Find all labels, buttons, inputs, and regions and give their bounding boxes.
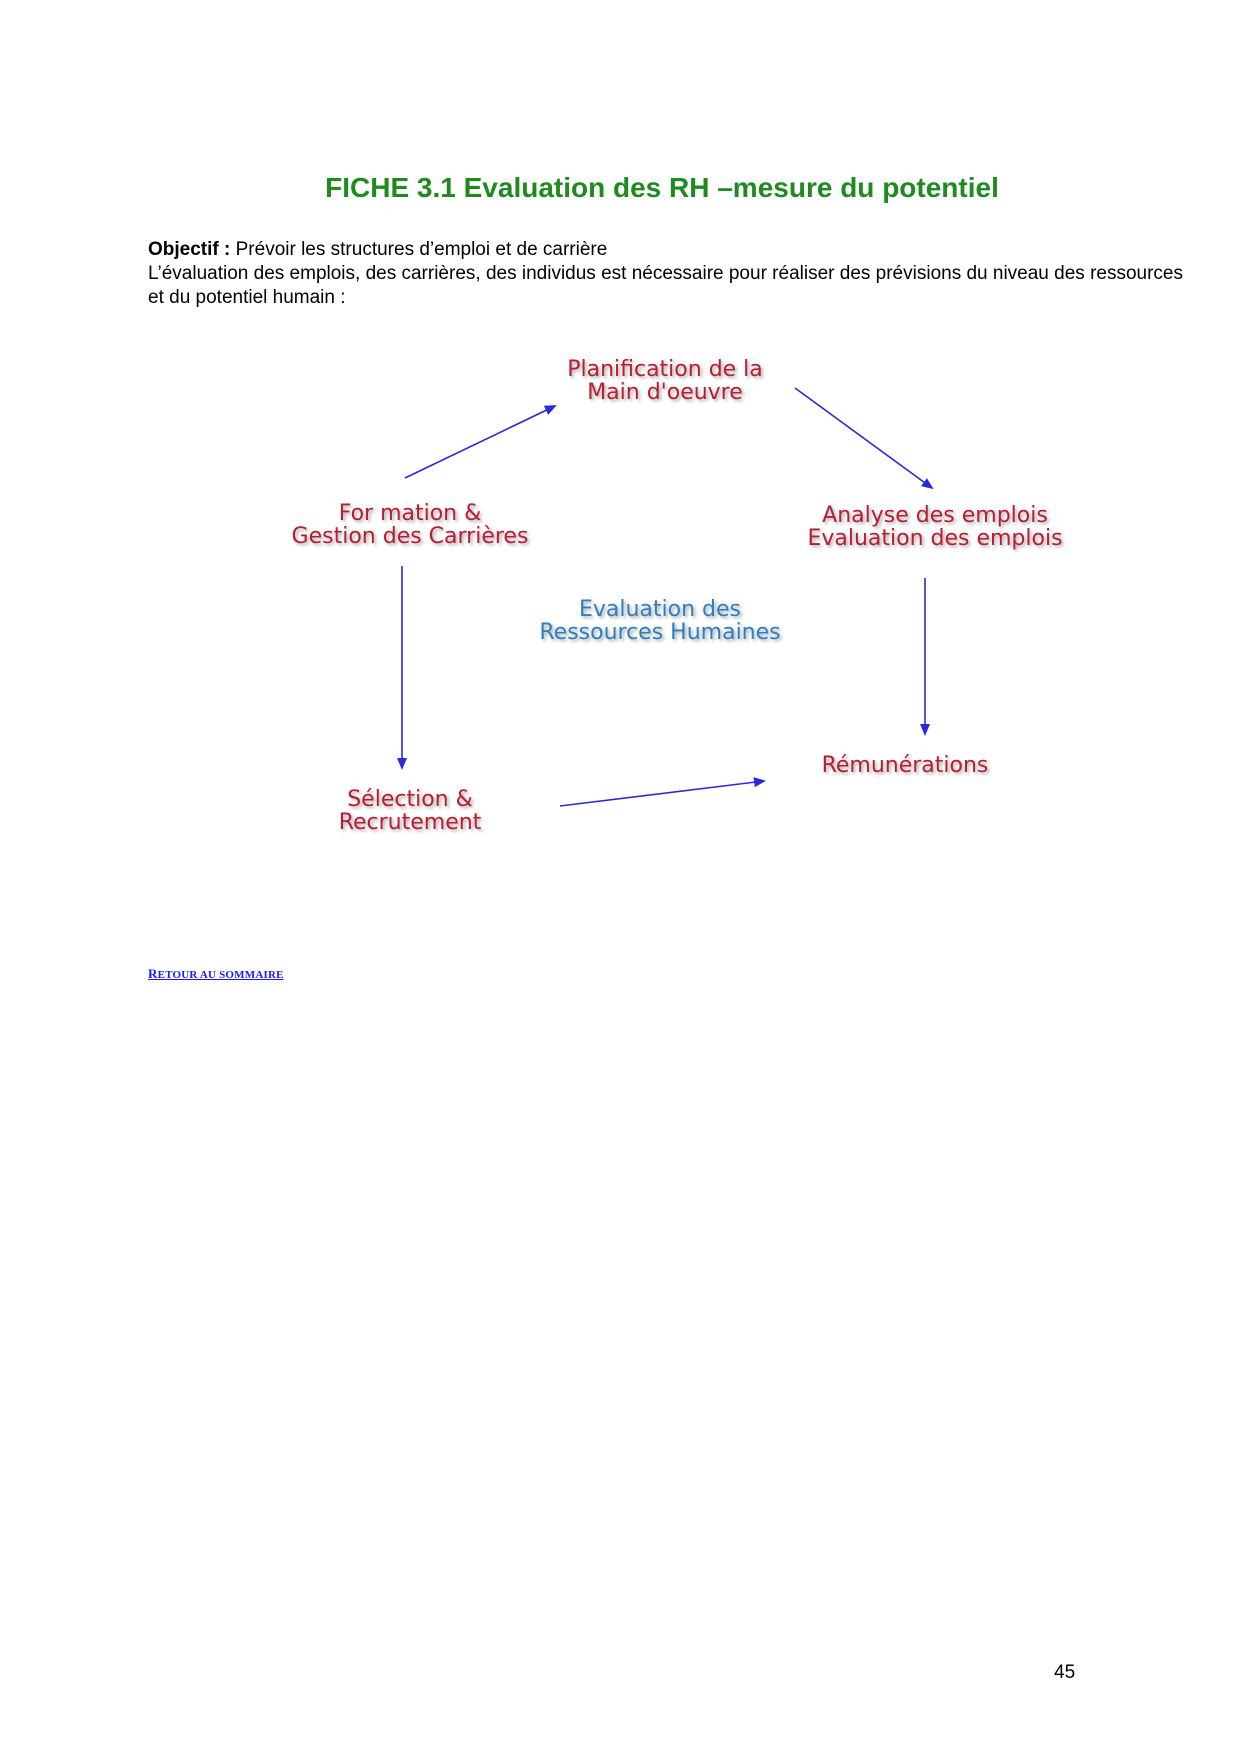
node-analyse <box>795 504 1075 550</box>
node-remunerations-line1: Rémunérations <box>821 753 989 778</box>
return-link-first-letter: R <box>148 966 158 981</box>
node-formation-line2: Gestion des Carrières <box>291 524 529 549</box>
node-remunerations <box>800 754 1010 777</box>
node-selection-line1: Sélection & <box>347 787 473 812</box>
page-title: FICHE 3.1 Evaluation des RH –mesure du potentiel <box>325 172 999 203</box>
node-center-line1: Evaluation des <box>578 597 742 622</box>
arrow-formation-to-planification <box>405 406 555 478</box>
intro-text <box>148 238 1188 310</box>
page-number: 45 <box>1054 1662 1076 1683</box>
return-to-summary-link[interactable] <box>148 966 284 982</box>
hr-evaluation-diagram <box>0 330 1241 870</box>
intro-paragraph: L’évaluation des emplois, des carrières, des individus est nécessaire pour réaliser des prévisions du niveau des ressources et du potentiel humain : <box>148 263 1183 308</box>
objective-line <box>148 238 1188 262</box>
arrow-planification-to-analyse <box>795 388 932 488</box>
objective-text: Prévoir les structures d’emploi et de carrière <box>230 239 608 260</box>
node-planification <box>545 358 785 404</box>
objective-label: Objectif : <box>148 239 231 260</box>
node-formation-line1: For mation & <box>338 501 482 526</box>
node-selection <box>320 788 500 834</box>
arrow-selection-to-remunerations <box>560 781 764 806</box>
node-center <box>535 598 785 644</box>
node-analyse-line1: Analyse des emplois <box>822 503 1048 528</box>
return-link-rest: ETOUR AU SOMMAIRE <box>157 969 284 981</box>
node-planification-line2: Main d'oeuvre <box>587 380 743 405</box>
node-planification-line1: Planification de la <box>567 357 763 382</box>
node-formation <box>280 502 540 548</box>
node-center-line2: Ressources Humaines <box>539 620 781 645</box>
node-selection-line2: Recrutement <box>338 810 482 835</box>
node-analyse-line2: Evaluation des emplois <box>807 526 1063 551</box>
